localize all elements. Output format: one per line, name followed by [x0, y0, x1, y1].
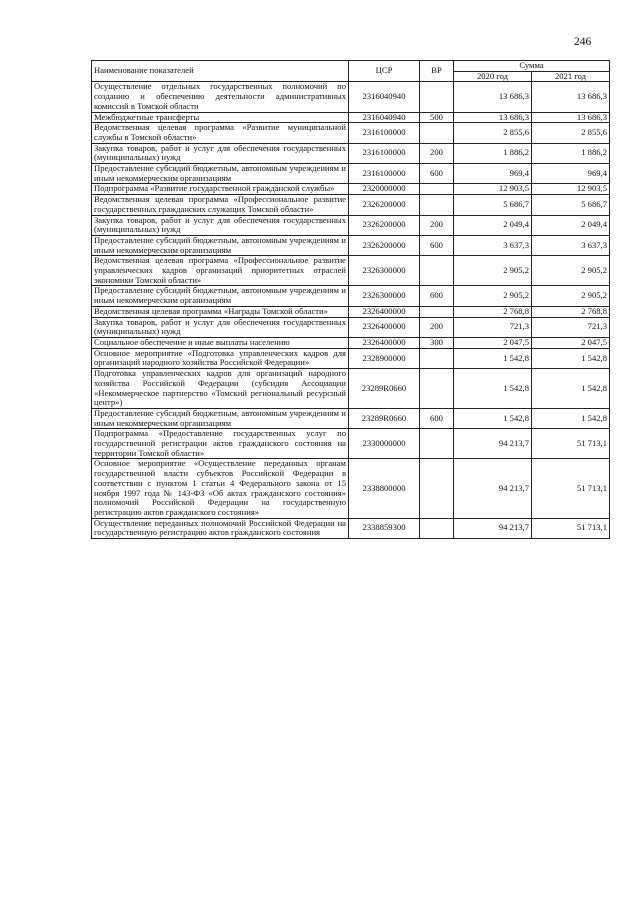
row-vr [420, 123, 454, 143]
header-year-2021: 2021 год [532, 71, 610, 82]
row-csr: 2328900000 [349, 348, 420, 368]
row-csr: 2326400000 [349, 317, 420, 337]
row-csr: 2326400000 [349, 306, 420, 317]
row-csr: 2316100000 [349, 143, 420, 163]
row-sum-2020: 5 686,7 [454, 195, 532, 215]
row-csr: 2320000000 [349, 184, 420, 195]
row-sum-2021: 5 686,7 [532, 195, 610, 215]
table-row [92, 82, 610, 112]
row-vr [420, 518, 454, 538]
row-sum-2020: 13 686,3 [454, 82, 532, 112]
row-sum-2021: 1 542,8 [532, 408, 610, 428]
row-name: Предоставление субсидий бюджетным, автономным учреждениям и иным некоммерческим организациям [92, 164, 349, 184]
row-vr: 600 [420, 408, 454, 428]
row-sum-2020: 3 637,3 [454, 235, 532, 255]
row-name: Социальное обеспечение и иные выплаты населению [92, 337, 349, 348]
row-name: Подпрограмма «Развитие государственной гражданской службы» [92, 184, 349, 195]
row-vr: 600 [420, 164, 454, 184]
row-sum-2020: 2 905,2 [454, 286, 532, 306]
row-vr [420, 369, 454, 409]
row-vr: 500 [420, 112, 454, 123]
row-name: Закупка товаров, работ и услуг для обеспечения государственных (муниципальных) нужд [92, 143, 349, 163]
row-vr [420, 348, 454, 368]
row-csr: 2326300000 [349, 256, 420, 286]
table-row [92, 184, 610, 195]
row-sum-2020: 1 542,8 [454, 348, 532, 368]
table-row [92, 337, 610, 348]
row-csr: 2326200000 [349, 215, 420, 235]
table-row [92, 348, 610, 368]
row-vr [420, 429, 454, 459]
row-csr: 23289R0660 [349, 408, 420, 428]
row-sum-2020: 94 213,7 [454, 518, 532, 538]
row-csr: 2316040940 [349, 82, 420, 112]
row-csr: 2316040940 [349, 112, 420, 123]
header-sum: Сумма [454, 61, 610, 72]
row-sum-2021: 2 905,2 [532, 256, 610, 286]
row-sum-2020: 2 047,5 [454, 337, 532, 348]
table-row [92, 235, 610, 255]
row-sum-2020: 1 542,8 [454, 408, 532, 428]
row-name: Предоставление субсидий бюджетным, автономным учреждениям и иным некоммерческим организациям [92, 235, 349, 255]
row-sum-2021: 12 903,5 [532, 184, 610, 195]
row-csr: 2338859300 [349, 518, 420, 538]
row-sum-2021: 1 542,8 [532, 369, 610, 409]
row-name: Подготовка управленческих кадров для организаций народного хозяйства Российской Федерации (субсидия Ассоциации «Некоммерческое партнерство «Томский региональный ресурсный центр») [92, 369, 349, 409]
table-row [92, 256, 610, 286]
row-vr [420, 306, 454, 317]
row-name: Ведомственная целевая программа «Развитие муниципальной службы в Томской области» [92, 123, 349, 143]
table-row [92, 459, 610, 518]
row-sum-2021: 2 768,8 [532, 306, 610, 317]
row-sum-2021: 51 713,1 [532, 429, 610, 459]
row-vr: 300 [420, 337, 454, 348]
row-sum-2021: 3 637,3 [532, 235, 610, 255]
table-body [92, 82, 610, 539]
row-name: Основное мероприятие «Подготовка управленческих кадров для организаций народного хозяйства Российской Федерации» [92, 348, 349, 368]
table-row [92, 143, 610, 163]
header-vr: ВР [420, 61, 454, 82]
row-sum-2020: 13 686,3 [454, 112, 532, 123]
row-sum-2020: 1 886,2 [454, 143, 532, 163]
row-name: Основное мероприятие «Осуществление переданных органам государственной власти субъектов Российской Федерации в соответствии с пунктом 1 статьи 4 Федерального закона от 15 ноября 1997 года № 143-ФЗ «Об актах гражданского состояния» полномочий Российской Федерации на государственную регистрацию актов гражданского состояния» [92, 459, 349, 518]
table-row [92, 164, 610, 184]
row-sum-2020: 2 855,6 [454, 123, 532, 143]
row-sum-2020: 2 905,2 [454, 256, 532, 286]
row-sum-2021: 1 542,8 [532, 348, 610, 368]
budget-table [91, 60, 610, 539]
row-name: Ведомственная целевая программа «Профессиональное развитие управленческих кадров организаций приоритетных отраслей экономики Томской области» [92, 256, 349, 286]
row-csr: 2326200000 [349, 235, 420, 255]
page-number: 246 [574, 36, 592, 48]
row-name: Осуществление переданных полномочий Российской Федерации на государственную регистрацию актов гражданского состояния [92, 518, 349, 538]
table-row [92, 286, 610, 306]
row-sum-2021: 2 047,5 [532, 337, 610, 348]
row-csr: 2316100000 [349, 123, 420, 143]
header-year-2020: 2020 год [454, 71, 532, 82]
row-vr [420, 82, 454, 112]
row-vr: 200 [420, 317, 454, 337]
table-row [92, 215, 610, 235]
row-vr [420, 459, 454, 518]
row-sum-2021: 13 686,3 [532, 82, 610, 112]
row-csr: 2330000000 [349, 429, 420, 459]
row-sum-2020: 94 213,7 [454, 429, 532, 459]
row-name: Закупка товаров, работ и услуг для обеспечения государственных (муниципальных) нужд [92, 215, 349, 235]
row-sum-2020: 2 049,4 [454, 215, 532, 235]
row-vr [420, 184, 454, 195]
row-sum-2021: 969,4 [532, 164, 610, 184]
table-row [92, 123, 610, 143]
header-csr: ЦСР [349, 61, 420, 82]
row-name: Подпрограмма «Предоставление государственных услуг по государственной регистрации актов гражданского состояния на территории Томской области» [92, 429, 349, 459]
table-row [92, 306, 610, 317]
table-row [92, 369, 610, 409]
table-row [92, 317, 610, 337]
row-csr: 2338800000 [349, 459, 420, 518]
row-csr: 2326200000 [349, 195, 420, 215]
row-vr: 200 [420, 143, 454, 163]
row-csr: 2316100000 [349, 164, 420, 184]
row-sum-2021: 13 686,3 [532, 112, 610, 123]
row-sum-2020: 94 213,7 [454, 459, 532, 518]
table-row [92, 112, 610, 123]
table-row [92, 429, 610, 459]
row-name: Ведомственная целевая программа «Награды Томской области» [92, 306, 349, 317]
row-sum-2021: 51 713,1 [532, 518, 610, 538]
table-row [92, 195, 610, 215]
row-name: Межбюджетные трансферты [92, 112, 349, 123]
row-sum-2021: 721,3 [532, 317, 610, 337]
row-name: Предоставление субсидий бюджетным, автономным учреждениям и иным некоммерческим организациям [92, 408, 349, 428]
row-name: Предоставление субсидий бюджетным, автономным учреждениям и иным некоммерческим организациям [92, 286, 349, 306]
row-name: Осуществление отдельных государственных полномочий по созданию и обеспечению деятельности административных комиссий в Томской области [92, 82, 349, 112]
row-vr [420, 195, 454, 215]
row-sum-2020: 969,4 [454, 164, 532, 184]
row-sum-2021: 2 049,4 [532, 215, 610, 235]
row-sum-2020: 721,3 [454, 317, 532, 337]
row-csr: 23289R0660 [349, 369, 420, 409]
row-sum-2021: 51 713,1 [532, 459, 610, 518]
row-vr: 200 [420, 215, 454, 235]
row-vr [420, 256, 454, 286]
table-header [92, 61, 610, 82]
row-vr: 600 [420, 286, 454, 306]
row-csr: 2326300000 [349, 286, 420, 306]
row-sum-2021: 2 855,6 [532, 123, 610, 143]
row-name: Ведомственная целевая программа «Профессиональное развитие государственных гражданских служащих Томской области» [92, 195, 349, 215]
table-row [92, 518, 610, 538]
header-name: Наименование показателей [92, 61, 349, 82]
row-sum-2020: 1 542,8 [454, 369, 532, 409]
row-vr: 600 [420, 235, 454, 255]
table-row [92, 408, 610, 428]
row-sum-2020: 12 903,5 [454, 184, 532, 195]
row-sum-2021: 1 886,2 [532, 143, 610, 163]
row-name: Закупка товаров, работ и услуг для обеспечения государственных (муниципальных) нужд [92, 317, 349, 337]
row-sum-2021: 2 905,2 [532, 286, 610, 306]
row-sum-2020: 2 768,8 [454, 306, 532, 317]
row-csr: 2326400000 [349, 337, 420, 348]
